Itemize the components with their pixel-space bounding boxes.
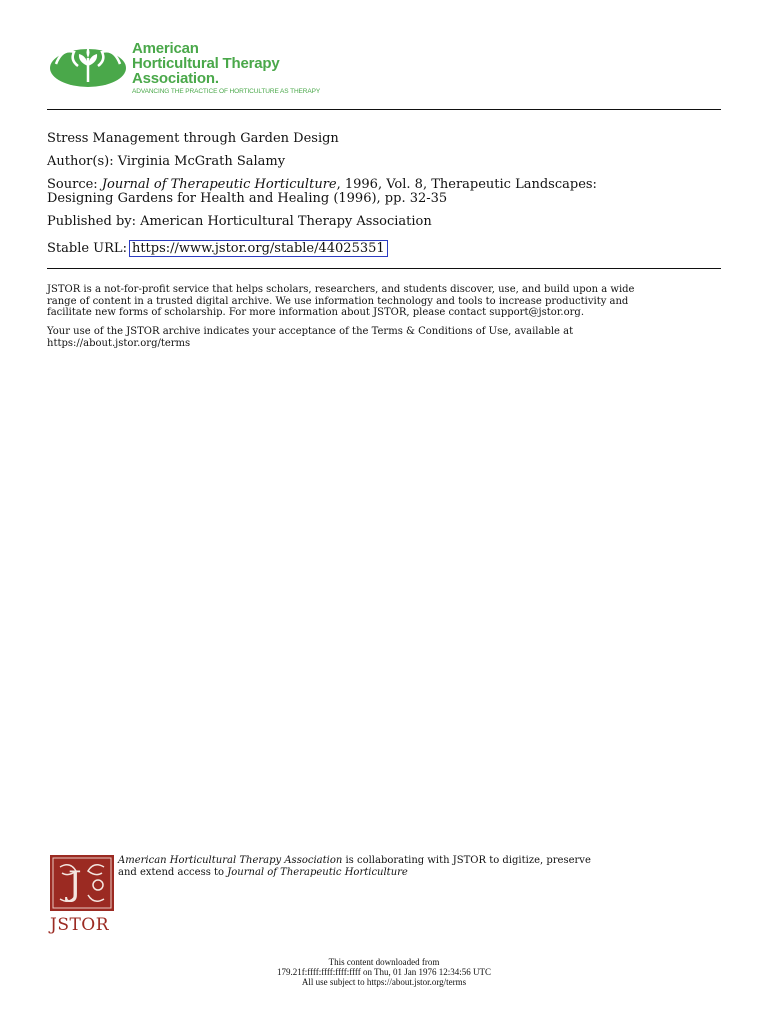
svg-text:J: J (68, 864, 82, 904)
hands-plant-icon (48, 42, 128, 88)
publisher-line (47, 214, 727, 229)
logo-line-horticultural: Horticultural Therapy (132, 55, 280, 72)
collab-line-1 (118, 855, 591, 867)
terms-link[interactable]: https://about.jstor.org/terms (47, 337, 191, 349)
source-label: Source: (47, 177, 98, 192)
footer-line-1: This content downloaded from (328, 957, 440, 967)
jstor-notice-p2-line1: Your use of the JSTOR archive indicates your acceptance of the Terms & Conditions of Use, available at (47, 326, 574, 337)
collab-journal: Journal of Therapeutic Horticulture (227, 866, 408, 878)
top-divider (47, 109, 721, 110)
journal-name: Journal of Therapeutic Horticulture (101, 177, 337, 192)
stable-url-label: Stable URL: (47, 241, 127, 256)
source-details: , 1996, Vol. 8, Therapeutic Landscapes: (336, 177, 597, 192)
collab-text-2: and extend access to (118, 866, 228, 878)
stable-url-link[interactable]: https://www.jstor.org/stable/44025351 (129, 240, 388, 257)
author-line (47, 154, 727, 169)
collab-publisher: American Horticultural Therapy Association (118, 855, 343, 866)
middle-divider (47, 268, 721, 269)
jstor-notice-p1-line2: range of content in a trusted digital archive. We use information technology and tools to increase productivity and (47, 295, 629, 307)
jstor-wordmark: JSTOR (50, 915, 110, 935)
collab-line-2 (118, 867, 591, 879)
article-title: Stress Management through Garden Design (47, 131, 339, 146)
footer-line-3: All use subject to https://about.jstor.org/terms (301, 977, 467, 987)
logo-line-american: American (132, 40, 199, 57)
author-name: Virginia McGrath Salamy (117, 154, 286, 169)
jstor-notice-p1-line3: facilitate new forms of scholarship. For more information about JSTOR, please contact support@jstor.org. (47, 307, 584, 318)
publisher-label: Published by: (47, 214, 136, 229)
jstor-notice-p1-line1: JSTOR is a not-for-profit service that helps scholars, researchers, and students discover, use, and build upon a wide (47, 284, 635, 295)
publisher-name: American Horticultural Therapy Association (140, 214, 432, 229)
author-label: Author(s): (47, 154, 114, 169)
footer-line-2: 179.21f:ffff:ffff:ffff:ffff on Thu, 01 Jan 1976 12:34:56 UTC (276, 967, 492, 977)
logo-line-association: Association. (132, 70, 219, 87)
collaboration-statement (118, 855, 591, 878)
ahta-logo (48, 40, 348, 100)
stable-url-line (47, 240, 727, 257)
jstor-seal-icon (50, 855, 114, 911)
source-line-2: Designing Gardens for Health and Healing (1996), pp. 32-35 (47, 191, 448, 206)
source-line (47, 177, 727, 192)
logo-tagline: ADVANCING THE PRACTICE OF HORTICULTURE AS THERAPY (132, 88, 321, 95)
collab-text-1: is collaborating with JSTOR to digitize, preserve (342, 855, 591, 866)
